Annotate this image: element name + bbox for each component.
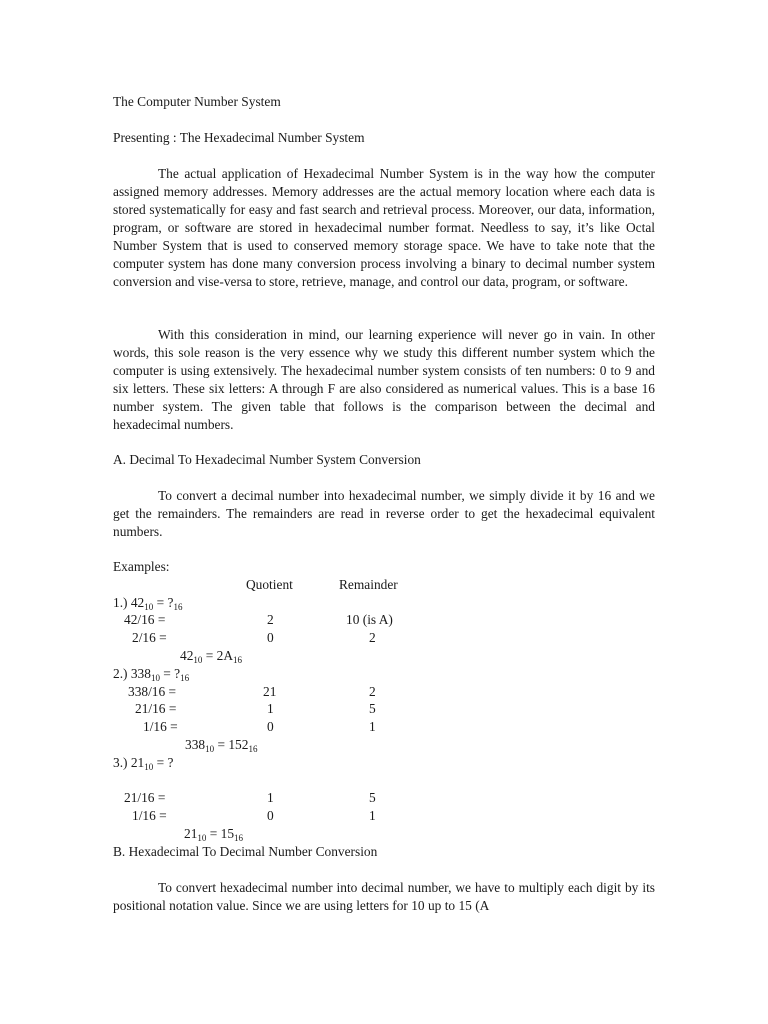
example-1-row-2-remainder: 2 — [369, 630, 376, 645]
document-title: The Computer Number System — [113, 94, 281, 109]
quotient-column-header: Quotient — [246, 577, 293, 592]
example-1-row-1-remainder: 10 (is A) — [346, 612, 393, 627]
example-2-row-1-expression: 338/16 = — [128, 684, 177, 699]
paragraph-4: To convert hexadecimal number into decimal number, we have to multiply each digit by its positional notation value. Since we are using letters for 10 up to 15 (A — [113, 880, 655, 913]
example-2-row-2-expression: 21/16 = — [135, 701, 177, 716]
example-1-row-1-expression: 42/16 = — [124, 612, 166, 627]
example-2-row-3-expression: 1/16 = — [143, 719, 178, 734]
paragraph-1: The actual application of Hexadecimal Number System is in the way how the computer assigned memory addresses. Memory addresses are the actual memory location where each data is stored systematically for easy and fast search and retrieval process. Moreover, our data, information, program, or software are stored in hexadecimal number format. Needless to say, it’s like Octal Number System that is used to conserved memory storage space. We have to take note that the computer system has done many conversion process involving a binary to decimal number system conversion and vise-versa to store, retrieve, manage, and control our data, program, or software. — [113, 166, 655, 289]
example-2-result: $338_{10} = 152_{16}$ — [185, 737, 258, 754]
example-2-row-2-remainder: 5 — [369, 701, 376, 716]
example-3-row-1-quotient: 1 — [267, 790, 274, 805]
paragraph-2: With this consideration in mind, our learning experience will never go in vain. In other words, this sole reason is the very essence why we study this different number system which the computer is using extensively. The hexadecimal number system consists of ten numbers: 0 to 9 and six letters. These six letters: A through F are also considered as numerical values. This is a base 16 number system. The given table that follows is the comparison between the decimal and hexadecimal numbers. — [113, 327, 655, 432]
presenting-heading: Presenting : The Hexadecimal Number System — [113, 130, 365, 145]
example-2-row-3-quotient: 0 — [267, 719, 274, 734]
example-2-row-1-remainder: 2 — [369, 684, 376, 699]
remainder-column-header: Remainder — [339, 577, 398, 592]
example-2-heading: 2.) $338_{10}$ = $?_{16}$ — [113, 666, 190, 683]
example-1-row-2-quotient: 0 — [267, 630, 274, 645]
example-3-row-1-remainder: 5 — [369, 790, 376, 805]
example-1-result: $42_{10} = 2A_{16}$ — [180, 648, 243, 665]
example-3-result: $21_{10} = 15_{16}$ — [184, 826, 244, 843]
example-3-row-2-quotient: 0 — [267, 808, 274, 823]
example-3-row-2-remainder: 1 — [369, 808, 376, 823]
examples-label: Examples: — [113, 559, 170, 574]
example-1-heading: 1.) $42_{10}$ = $?_{16}$ — [113, 595, 183, 612]
example-3-row-2-expression: 1/16 = — [132, 808, 167, 823]
example-1-row-1-quotient: 2 — [267, 612, 274, 627]
example-2-row-3-remainder: 1 — [369, 719, 376, 734]
section-b-heading: B. Hexadecimal To Decimal Number Conversion — [113, 844, 378, 859]
example-3-heading: 3.) $21_{10}$ = ? — [113, 755, 174, 772]
example-2-row-1-quotient: 21 — [263, 684, 277, 699]
section-a-heading: A. Decimal To Hexadecimal Number System Conversion — [113, 452, 421, 467]
example-3-row-1-expression: 21/16 = — [124, 790, 166, 805]
paragraph-3: To convert a decimal number into hexadecimal number, we simply divide it by 16 and we get the remainders. The remainders are read in reverse order to get the hexadecimal equivalent numbers. — [113, 488, 655, 539]
example-1-row-2-expression: 2/16 = — [132, 630, 167, 645]
example-2-row-2-quotient: 1 — [267, 701, 274, 716]
